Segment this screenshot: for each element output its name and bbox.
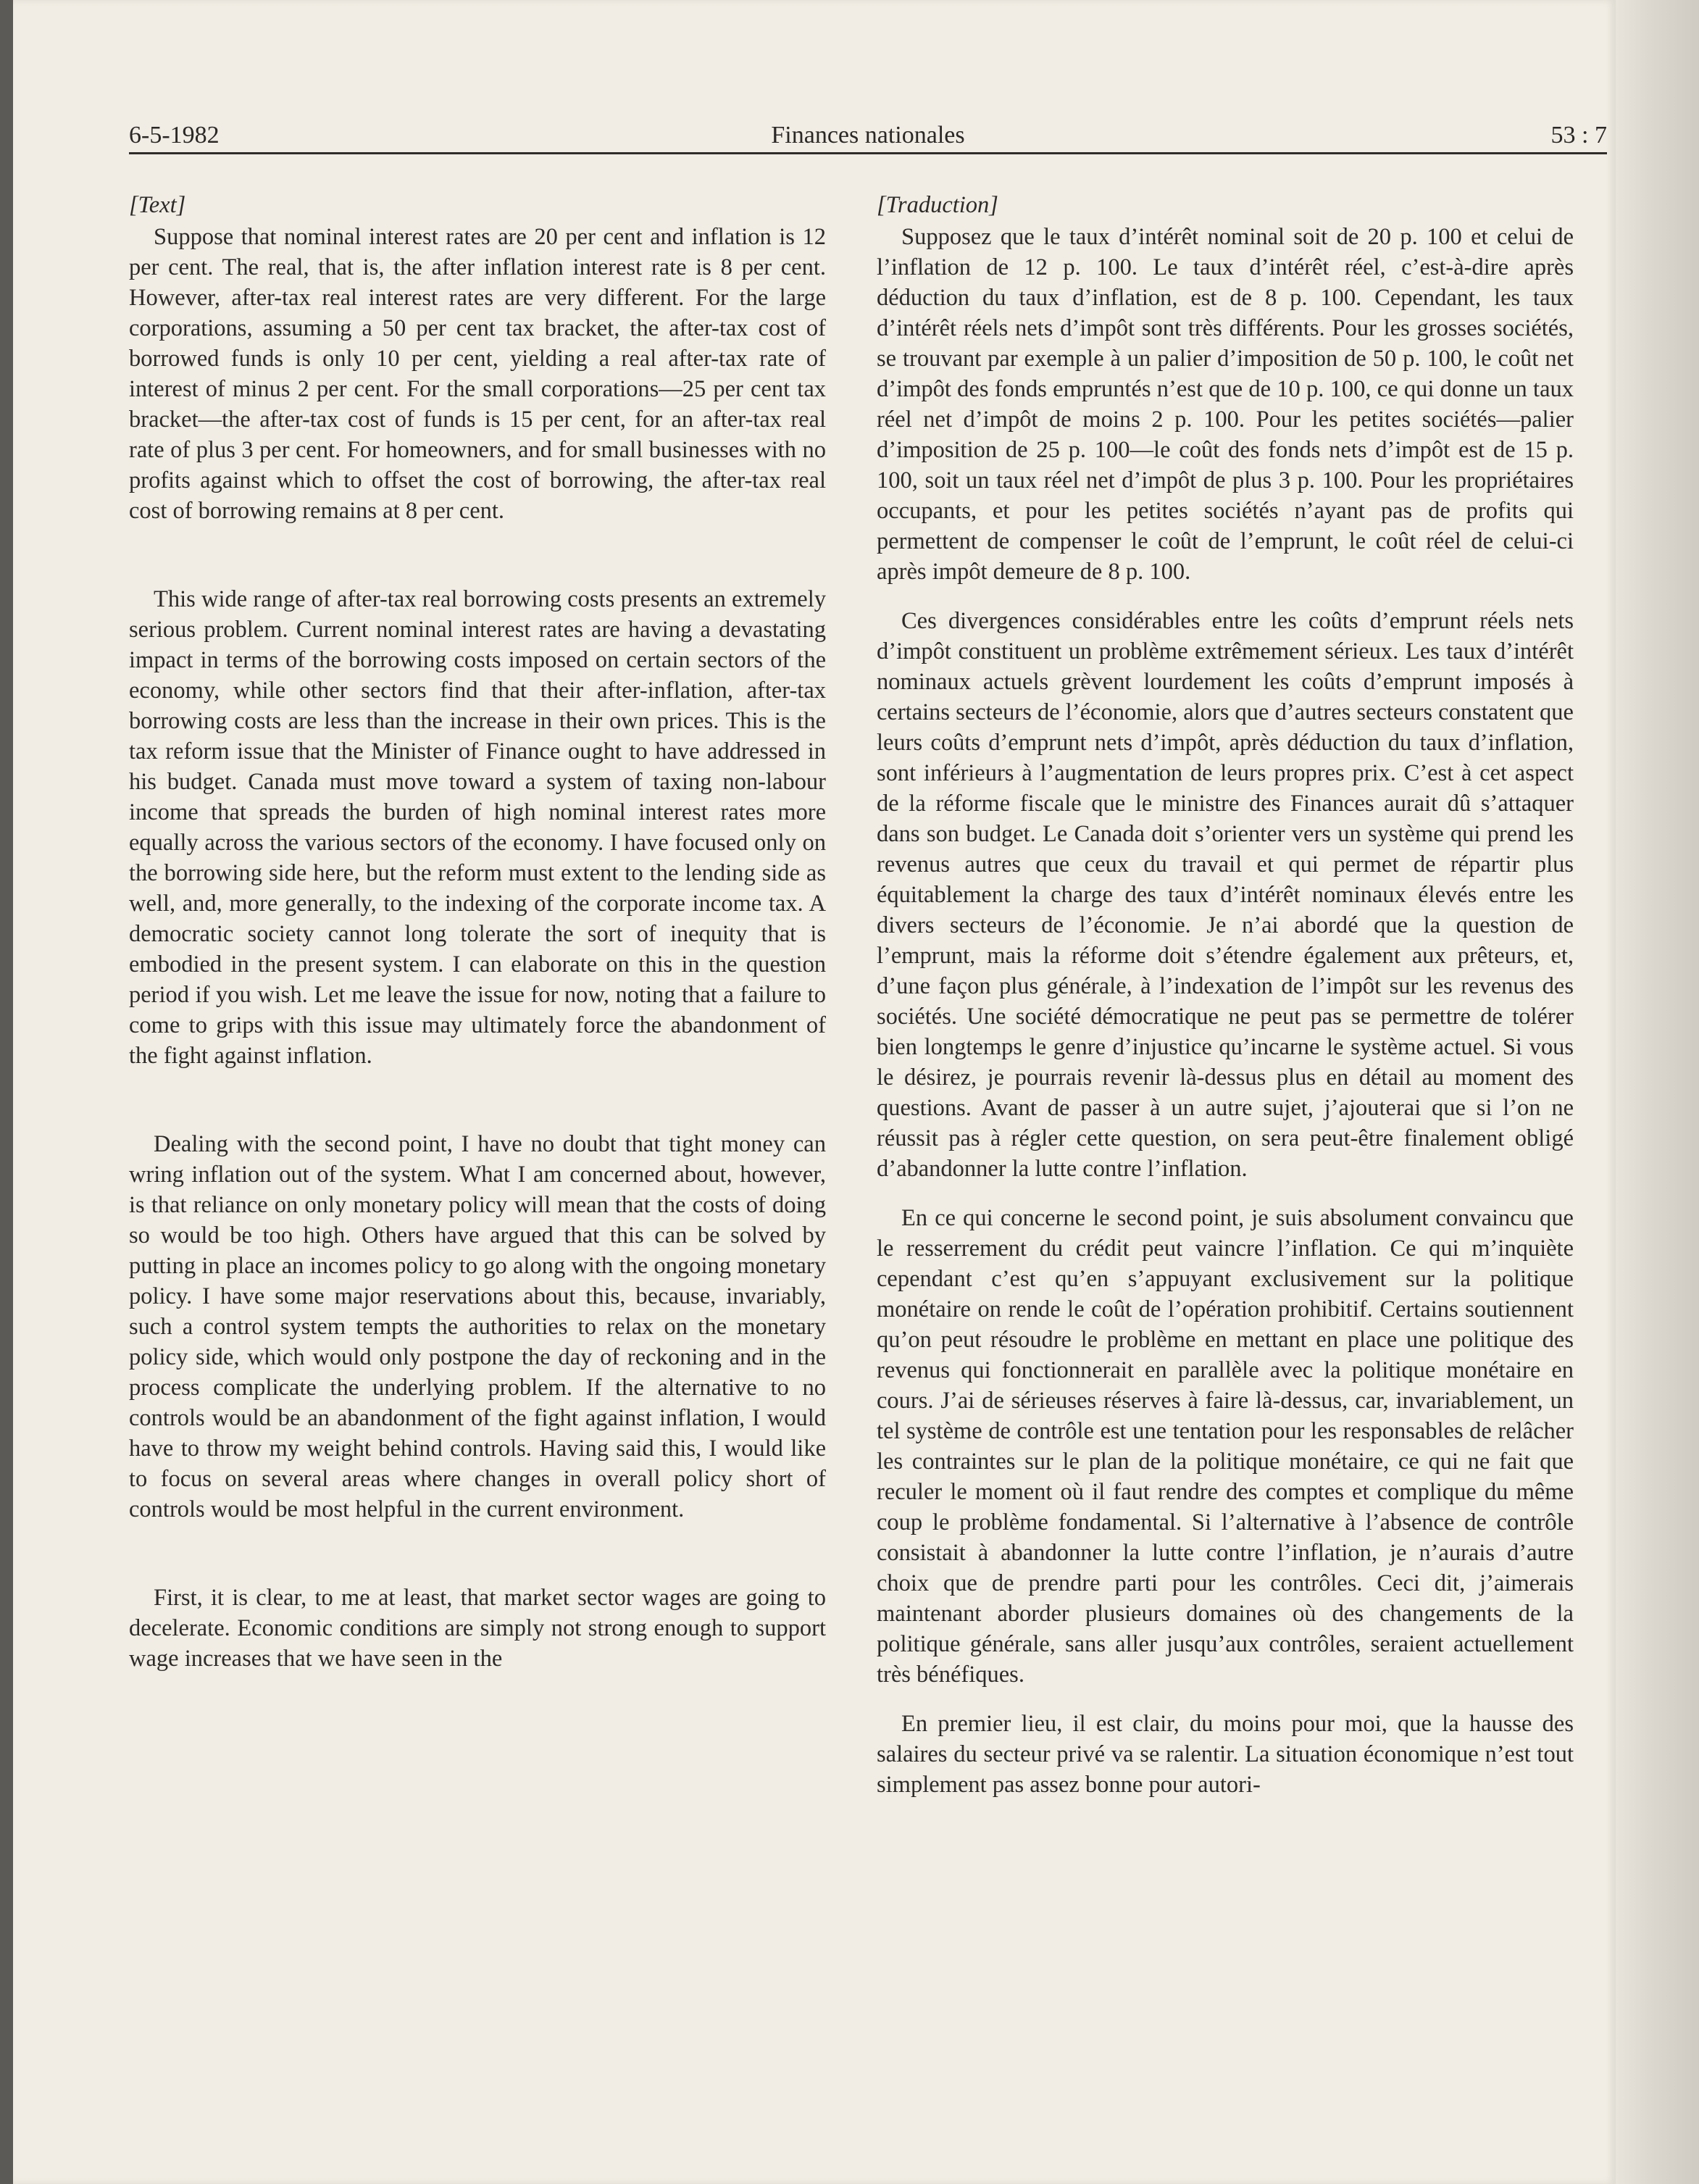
running-header [129,122,1607,154]
french-paragraph: En ce qui concerne le second point, je suis absolument convaincu que le resserrement du crédit peut vaincre l’inflation. Ce qui m’inquiète cependant c’est qu’en s’appuyant exclusivement sur la politique monétaire on rende le coût de l’opération prohibitif. Certains soutiennent qu’on peut résoudre le problème en mettant en place une politique des revenus qui fonctionnerait en parallèle avec la politique monétaire en cours. J’ai de sérieuses réserves à faire là-dessus, car, invariablement, un tel système de contrôle est une tentation pour les responsables de relâcher les contraintes sur le plan de la politique monétaire, ce qui ne fait que reculer le moment où il faut rendre des comptes et complique du même coup le problème fondamental. Si l’alternative à l’absence de contrôle consistait à abandonner la lutte contre l’inflation, je n’aurais d’autre choix que de prendre parti pour les contrôles. Ceci dit, j’aimerais maintenant aborder plusieurs domaines où des changements de la politique générale, sans aller jusqu’aux contrôles, seraient actuellement très bénéfiques. [877,1205,1574,1688]
document-page [13,0,1616,2184]
french-paragraph: Supposez que le taux d’intérêt nominal soit de 20 p. 100 et celui de l’inflation de 12 p. 100. Le taux d’intérêt réel, c’est-à-dire après déduction du taux d’inflation, est de 8 p. 100. Cependant, les taux d’intérêt réels nets d’impôt sont très différents. Pour les grosses sociétés, se trouvant par exemple à un palier d’imposition de 50 p. 100, le coût net d’impôt des fonds empruntés n’est que de 10 p. 100, ce qui donne un taux réel net d’impôt de moins 2 p. 100. Pour les petites sociétés—palier d’imposition de 25 p. 100—le coût des fonds nets d’impôt est de 15 p. 100, soit un taux réel net d’impôt de plus 3 p. 100. Pour les propriétaires occupants, et pour les petites sociétés n’ayant pas de profits qui permettent de compenser le coût de l’emprunt, le coût réel de celui-ci après impôt demeure de 8 p. 100. [877,224,1574,585]
english-label: [Text] [129,192,186,218]
header-date: 6-5-1982 [129,122,220,149]
french-paragraph: En premier lieu, il est clair, du moins pour moi, que la hausse des salaires du secteur privé va se ralentir. La situation économique n’est tout simplement pas assez bonne pour autori- [877,1711,1574,1798]
english-paragraph: Suppose that nominal interest rates are 20 per cent and inflation is 12 per cent. The real, that is, the after inflation interest rate is 8 per cent. However, after-tax real interest rates are very different. For the large corporations, assuming a 50 per cent tax bracket, the after-tax cost of borrowed funds is only 10 per cent, yielding a real after-tax rate of interest of minus 2 per cent. For the small corporations—25 per cent tax bracket—the after-tax cost of funds is 15 per cent, for an after-tax real rate of plus 3 per cent. For homeowners, and for small businesses with no profits against which to offset the cost of borrowing, the after-tax real cost of borrowing remains at 8 per cent. [129,224,826,524]
english-paragraph: First, it is clear, to me at least, that market sector wages are going to decelerate. Economic conditions are simply not strong enough to support wage increases that we have seen in the [129,1585,826,1672]
header-rule [129,152,1607,154]
french-column [877,190,1574,1819]
header-title: Finances nationales [771,122,965,149]
page-edge [1616,0,1699,2184]
french-paragraph: Ces divergences considérables entre les coûts d’emprunt réels nets d’impôt constituent un problème extrêmement sérieux. Les taux d’intérêt nominaux actuels grèvent lourdement les coûts d’emprunt imposés à certains secteurs de l’économie, alors que d’autres secteurs constatent que leurs coûts d’emprunt nets d’impôt, après déduction du taux d’inflation, sont inférieurs à l’augmentation de leurs propres prix. C’est à cet aspect de la réforme fiscale que le ministre des Finances aurait dû s’attaquer dans son budget. Le Canada doit s’orienter vers un système qui prend les revenus autres que ceux du travail et qui permet de répartir plus équitablement la charge des taux d’intérêt nominaux élevés entre les divers secteurs de l’économie. Je n’ai abordé que la question de l’emprunt, mais la réforme doit s’étendre également aux prêteurs, et, d’une façon plus générale, à l’indexation de l’impôt sur les revenus des sociétés. Une société démocratique ne peut pas se permettre de tolérer bien longtemps le genre d’injustice qu’incarne le système actuel. Si vous le désirez, je pourrais revenir là-dessus plus en détail au moment des questions. Avant de passer à un autre sujet, j’ajouterai que si l’on ne réussit pas à régler cette question, on sera peut-être finalement obligé d’abandonner la lutte contre l’inflation. [877,608,1574,1182]
english-paragraph: This wide range of after-tax real borrowing costs presents an extremely serious problem. Current nominal interest rates are having a devastating impact in terms of the borrowing costs imposed on certain sectors of the economy, while other sectors find that their after-inflation, after-tax borrowing costs are less than the increase in their own prices. This is the tax reform issue that the Minister of Finance ought to have addressed in his budget. Canada must move toward a system of taxing non-labour income that spreads the burden of high nominal interest rates more equally across the various sectors of the economy. I have focused only on the borrowing side here, but the reform must extent to the lending side as well, and, more generally, to the indexing of the corporate income tax. A democratic society cannot long tolerate the sort of inequity that is embodied in the present system. I can elaborate on this in the question period if you wish. Let me leave the issue for now, noting that a failure to come to grips with this issue may ultimately force the abandonment of the fight against inflation. [129,586,826,1069]
english-paragraph: Dealing with the second point, I have no doubt that tight money can wring inflation out of the system. What I am concerned about, however, is that reliance on only monetary policy will mean that the costs of doing so would be too high. Others have argued that this can be solved by putting in place an incomes policy to go along with the ongoing monetary policy. I have some major reservations about this, because, invariably, such a control system tempts the authorities to relax on the monetary policy side, which would only postpone the day of reckoning and in the process complicate the underlying problem. If the alternative to no controls would be an abandonment of the fight against inflation, I would have to throw my weight behind controls. Having said this, I would like to focus on several areas where changes in overall policy short of controls would be most helpful in the current environment. [129,1131,826,1522]
french-label: [Traduction] [877,192,998,218]
english-column [129,190,826,1732]
header-page-number: 53 : 7 [1550,122,1607,149]
